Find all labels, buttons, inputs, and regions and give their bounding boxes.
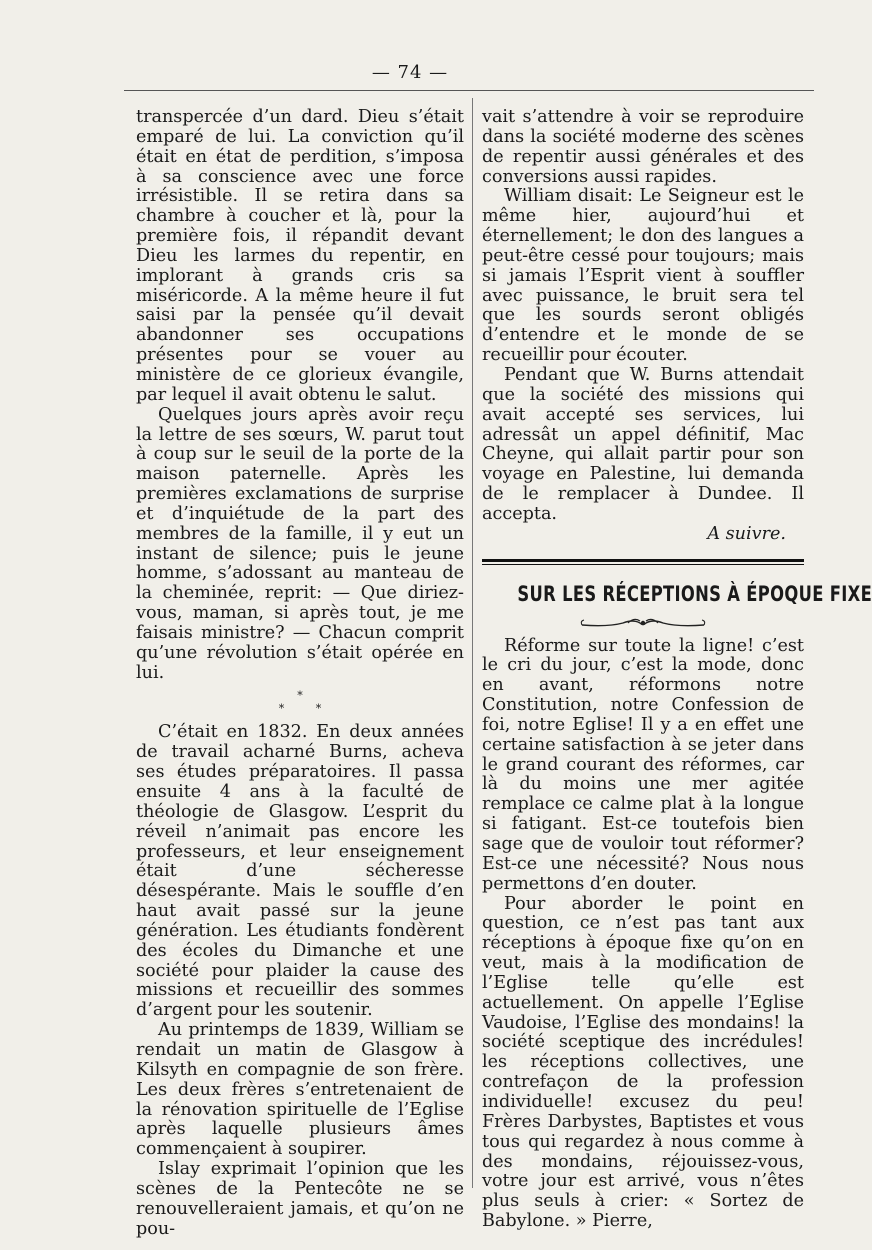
asterism-separator <box>136 683 464 723</box>
column-divider <box>472 98 473 1188</box>
left-column <box>136 108 464 1239</box>
paragraph: C’était en 1832. En deux années de travail acharné Burns, acheva ses études préparatoires. Il passa ensuite 4 ans à la faculté de théologie de Glasgow. L’esprit du réveil n’animait pas encore les professeurs, et leur enseignement était d’une sécheresse désespérante. Mais le souffle d’en haut avait passé sur la jeune génération. Les étudiants fondèrent des écoles du Dimanche et une société pour plaider la cause des missions et recueillir des sommes d’argent pour les soutenir. <box>136 722 464 1021</box>
paragraph: Islay exprimait l’opinion que les scènes de la Pentecôte ne se renouvelleraient jamais, et qu’on ne pou- <box>136 1159 464 1239</box>
paragraph: Réforme sur toute la ligne! c’est le cri du jour, c’est la mode, donc en avant, réformons notre Constitution, notre Confession de foi, notre Eglise! Il y a en effet une certaine satisfaction à se jeter dans le grand courant des réformes, car là du moins une mer agitée remplace ce calme plat à la longue si fatigant. Est-ce toutefois bien sage que de vouloir tout réformer? Est-ce une nécessité? Nous nous permettons d’en douter. <box>482 635 804 894</box>
paragraph: Pour aborder le point en question, ce n’est pas tant aux réceptions à époque fixe qu’on en veut, mais à la modification de l’Eglise telle qu’elle est actuellement. On appelle l’Eglise Vaudoise, l’Eglise des mondains! la société sceptique des incrédules! les réceptions collectives, une contrefaçon de la profession individuelle! excusez du peu! Frères Darbystes, Baptistes et vous tous qui regardez à nous comme à des mondains, réjouissez-vous, votre jour est arrivé, vous n’êtes plus seuls à crier: « Sortez de Babylone. » Pierre, <box>482 893 804 1232</box>
section-rule <box>482 559 804 565</box>
to-be-continued: A suivre. <box>707 523 786 544</box>
header-rule <box>124 90 814 91</box>
paragraph: Au printemps de 1839, William se rendait un matin de Glasgow à Kilsyth en compagnie de son frère. Les deux frères s’entretenaient de la rénovation spirituelle de l’Eglise après laquelle plusieurs âmes commençaient à soupirer. <box>136 1020 464 1160</box>
paragraph: Quelques jours après avoir reçu la lettre de ses sœurs, W. parut tout à coup sur le seuil de la porte de la maison paternelle. Après les premières exclamations de surprise et d’inquiétude de la part des membres de la famille, il y eut un instant de silence; puis le jeune homme, s’adossant au manteau de la cheminée, reprit: — Que diriez-vous, maman, si après tout, je me faisais ministre? — Chacun comprit qu’une révolution s’était opérée en lui. <box>136 404 464 683</box>
paragraph: vait s’attendre à voir se reproduire dans la société moderne des scènes de repentir aussi générales et des conversions aussi rapides. <box>482 107 804 187</box>
right-column <box>482 107 872 1232</box>
paragraph: transpercée d’un dard. Dieu s’était emparé de lui. La conviction qu’il était en état de perdition, s’imposa à sa conscience avec une force irrésistible. Il se retira dans sa chambre à coucher et là, pour la première fois, il répandit devant Dieu les larmes du repentir, en implorant à grands cris sa miséricorde. A la même heure il fut saisi par la pensée qu’il devait abandonner ses occupations présentes pour se vouer au ministère de ce glorieux évangile, par lequel il avait obtenu le salut. <box>136 107 464 405</box>
page-number: — 74 — <box>371 62 449 83</box>
ornament-flourish-icon <box>482 609 804 637</box>
asterism-top: * <box>297 689 303 703</box>
paragraph: Pendant que W. Burns attendait que la société des missions qui avait accepté ses services, lui adressât un appel définitif, Mac Cheyne, qui allait partir pour son voyage en Palestine, lui demanda de le remplacer à Dundee. Il accepta. <box>482 364 804 524</box>
section-title: SUR LES RÉCEPTIONS À ÉPOQUE FIXE <box>517 581 872 606</box>
paragraph: William disait: Le Seigneur est le même hier, aujourd’hui et éternellement; le don des langues a peut-être cessé pour toujours; mais si jamais l’Esprit vient à souffler avec puissance, le bruit sera tel que les sourds seront obligés d’entendre et le monde de se recueillir pour écouter. <box>482 186 804 366</box>
asterism-bottom: * * <box>278 702 336 716</box>
